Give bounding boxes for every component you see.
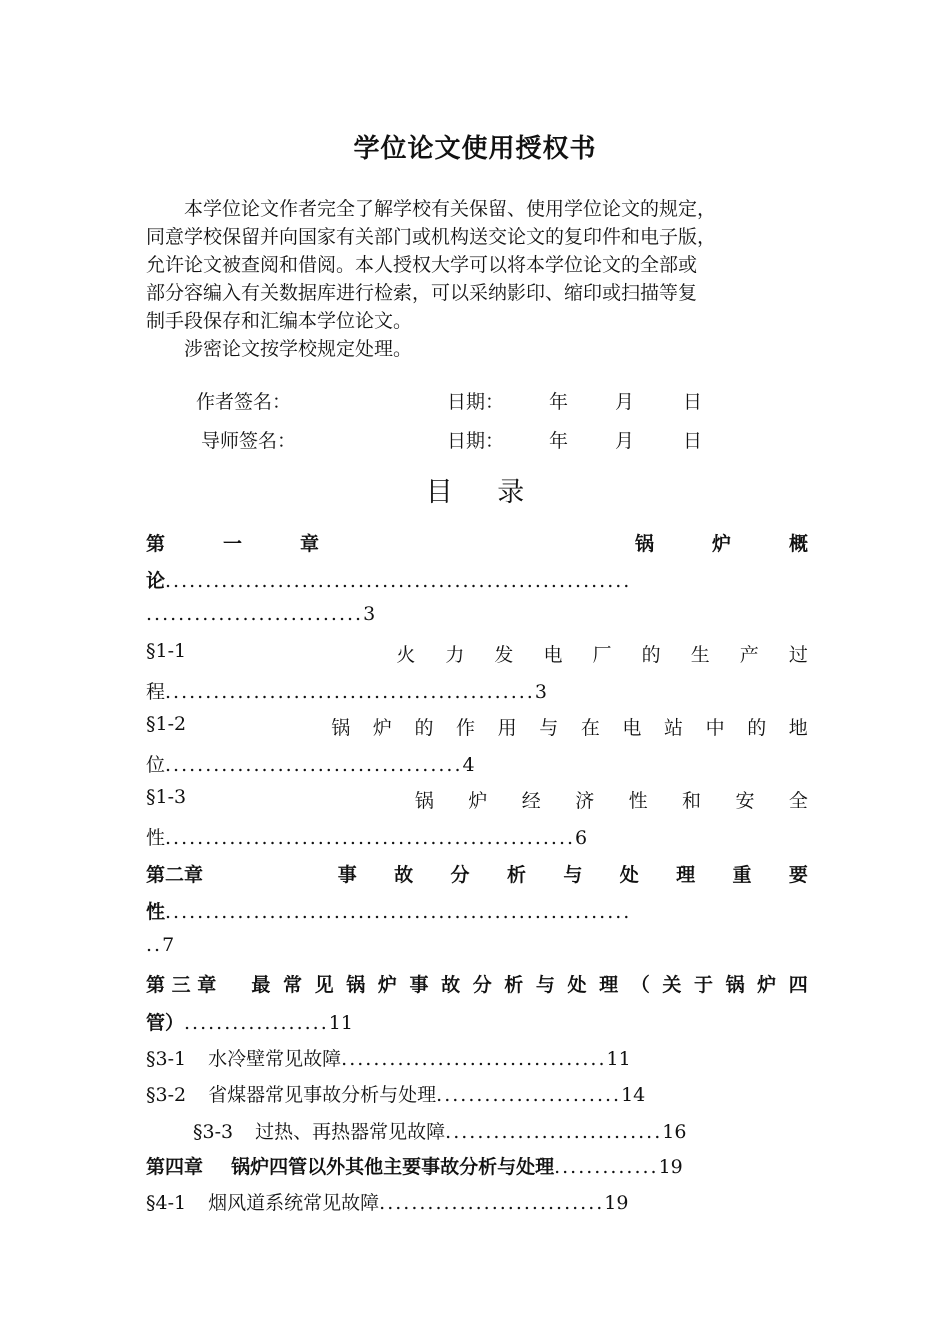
toc-text: 省煤器常见事故分析与处理 [208, 1084, 437, 1106]
toc-text: 的 [414, 717, 434, 739]
toc-dots: ........................... [146, 603, 364, 625]
toc-text: 炉 [757, 974, 777, 996]
toc-text: 火 [396, 644, 416, 666]
spacer [229, 970, 239, 997]
day-label: 日 [683, 391, 703, 413]
toc-text: 安 [735, 790, 755, 812]
toc-page-number: 7 [162, 934, 175, 956]
toc-text: 管） [146, 1012, 185, 1034]
date-label: 日期： [447, 391, 505, 413]
toc-text: 于 [693, 974, 713, 996]
toc-dots: ..................................... [165, 754, 463, 776]
toc-page-number: 3 [363, 603, 376, 625]
toc-text: 锅 [346, 974, 366, 996]
toc-text: 理 [599, 974, 619, 996]
toc-text: 和 [682, 790, 702, 812]
toc-text: 性 [146, 827, 166, 849]
toc-text: 锅 [634, 533, 654, 555]
toc-text: 位 [146, 754, 166, 776]
toc-text: 的 [641, 644, 661, 666]
toc-text: 济 [575, 790, 595, 812]
advisor-signature-label: 导师签名： [201, 430, 297, 452]
toc-section-number: §3-1 [146, 1048, 187, 1070]
toc-text: 论 [146, 570, 166, 592]
confidential-paragraph: 涉密论文按学校规定处理。 [184, 338, 413, 360]
toc-dots: .. [146, 934, 163, 956]
date-label: 日期： [447, 430, 505, 452]
paragraph-line: 制手段保存和汇编本学位论文。 [146, 310, 413, 332]
toc-section-3-2-line [146, 1080, 645, 1107]
author-signature-label: 作者签名： [196, 391, 292, 413]
paragraph-line: 允许论文被查阅和借阅。本人授权大学可以将本学位论文的全部或 [146, 254, 698, 276]
toc-section-number: §1-1 [146, 640, 187, 662]
toc-page-number: 3 [534, 681, 547, 703]
toc-section-number: §3-2 [146, 1084, 187, 1106]
toc-text: 炉 [377, 974, 397, 996]
toc-text: 锅 [725, 974, 745, 996]
toc-text: 力 [445, 644, 465, 666]
toc-page-number: 4 [462, 754, 475, 776]
toc-dots: .......................................................... [165, 570, 632, 592]
toc-text: 生 [690, 644, 710, 666]
document-title: 学位论文使用授权书 [353, 134, 597, 164]
toc-section-number: §3-3 [193, 1121, 234, 1143]
toc-text: 重 [732, 864, 752, 886]
year-label: 年 [549, 430, 569, 452]
toc-text: 理 [676, 864, 696, 886]
toc-section-number: §4-1 [146, 1192, 187, 1214]
paragraph-line: 部分容编入有关数据库进行检索，可以采纳影印、缩印或扫描等复 [146, 282, 698, 304]
toc-text: 发 [494, 644, 514, 666]
toc-text: 炉 [711, 533, 731, 555]
toc-section-1-3-line [146, 786, 808, 813]
toc-text: 烟风道系统常见故障 [208, 1192, 380, 1214]
toc-chapter-3-cont [146, 1008, 353, 1035]
toc-dots: ........................... [445, 1121, 663, 1143]
toc-dots: .................. [184, 1012, 329, 1034]
toc-page-number: 19 [658, 1156, 683, 1178]
toc-section-number: §1-2 [146, 713, 187, 735]
toc-text: 处 [619, 864, 639, 886]
toc-text: 电 [622, 717, 642, 739]
day-label: 日 [683, 430, 703, 452]
toc-chapter-2-page-line [146, 934, 174, 956]
toc-text: 见 [314, 974, 334, 996]
toc-chapter-1-cont [146, 566, 631, 593]
toc-dots: .............................................. [165, 681, 535, 703]
toc-text: 第 [146, 533, 166, 555]
toc-dots: .......................................................... [165, 901, 632, 923]
toc-text: 电 [543, 644, 563, 666]
toc-chapter-label: 第 三 章 [146, 974, 217, 996]
year-label: 年 [549, 391, 569, 413]
toc-chapter-1-line [146, 529, 808, 556]
toc-text: 产 [739, 644, 759, 666]
toc-text: 四 [788, 974, 808, 996]
toc-text: 炉 [372, 717, 392, 739]
spacer [221, 786, 381, 813]
toc-text: 锅 [414, 790, 434, 812]
toc-text: 与 [535, 974, 555, 996]
toc-text: 关 [662, 974, 682, 996]
toc-text: 经 [521, 790, 541, 812]
toc-text: 作 [456, 717, 476, 739]
toc-text: 性 [146, 901, 166, 923]
toc-text: 分 [472, 974, 492, 996]
month-label: 月 [615, 430, 635, 452]
toc-dots: ................................. [341, 1048, 607, 1070]
toc-chapter-1-page-line [146, 603, 375, 625]
toc-section-number: §1-3 [146, 786, 187, 808]
toc-text: 与 [539, 717, 559, 739]
toc-text: 最 [251, 974, 271, 996]
spacer [216, 640, 366, 667]
toc-chapter-label: 第四章 [146, 1156, 204, 1178]
toc-section-1-3-cont [146, 823, 587, 850]
toc-page-number: 11 [606, 1048, 631, 1070]
spacer [209, 713, 309, 740]
toc-chapter-2-line [146, 860, 808, 887]
toc-text: 厂 [592, 644, 612, 666]
toc-text: 处 [567, 974, 587, 996]
toc-text: 性 [628, 790, 648, 812]
toc-text: 要 [788, 864, 808, 886]
toc-text: 站 [664, 717, 684, 739]
toc-text: 炉 [468, 790, 488, 812]
toc-text: （ [630, 974, 650, 996]
authorization-paragraph [146, 195, 808, 363]
toc-text: 水冷壁常见故障 [208, 1048, 342, 1070]
toc-chapter-2-cont [146, 897, 631, 924]
toc-chapter-4-line [146, 1152, 683, 1179]
toc-dots: ................................................... [165, 827, 576, 849]
toc-dots: ............. [554, 1156, 659, 1178]
toc-text: 地 [788, 717, 808, 739]
toc-section-3-1-line [146, 1044, 631, 1071]
toc-text: 概 [788, 533, 808, 555]
toc-text: 的 [747, 717, 767, 739]
toc-text: 锅炉四管以外其他主要事故分析与处理 [231, 1156, 555, 1178]
toc-text: 章 [300, 533, 320, 555]
toc-section-1-1-cont [146, 677, 547, 704]
toc-dots: ....................... [436, 1084, 622, 1106]
toc-section-1-2-line [146, 713, 808, 740]
toc-text: 事 [337, 864, 357, 886]
toc-text: 与 [563, 864, 583, 886]
toc-text: 程 [146, 681, 166, 703]
toc-section-1-1-line [146, 640, 808, 667]
toc-heading: 目 录 [425, 477, 543, 508]
toc-chapter-3-line [146, 970, 808, 997]
toc-page-number: 14 [621, 1084, 646, 1106]
spacer [240, 860, 300, 887]
paragraph-line: 同意学校保留并向国家有关部门或机构送交论文的复印件和电子版， [146, 226, 717, 248]
toc-page-number: 19 [604, 1192, 629, 1214]
toc-text: 过热、再热器常见故障 [255, 1121, 446, 1143]
toc-chapter-label: 第二章 [146, 864, 204, 886]
toc-dots: ............................ [379, 1192, 605, 1214]
toc-text: 分 [450, 864, 470, 886]
toc-page-number: 6 [575, 827, 588, 849]
toc-text: 析 [506, 864, 526, 886]
toc-text: 中 [705, 717, 725, 739]
toc-text: 故 [441, 974, 461, 996]
toc-text: 析 [504, 974, 524, 996]
toc-text: 事 [409, 974, 429, 996]
toc-page-number: 16 [662, 1121, 687, 1143]
spacer [377, 529, 577, 556]
paragraph-line: 本学位论文作者完全了解学校有关保留、使用学位论文的规定， [184, 198, 717, 220]
toc-section-4-1-line [146, 1188, 628, 1215]
toc-text: 全 [788, 790, 808, 812]
toc-text: 常 [283, 974, 303, 996]
toc-text: 用 [497, 717, 517, 739]
toc-text: 过 [788, 644, 808, 666]
month-label: 月 [615, 391, 635, 413]
toc-section-3-3-line [193, 1117, 686, 1144]
toc-text: 一 [223, 533, 243, 555]
toc-page-number: 11 [328, 1012, 353, 1034]
toc-text: 锅 [331, 717, 351, 739]
toc-text: 在 [580, 717, 600, 739]
toc-text: 故 [394, 864, 414, 886]
toc-section-1-2-cont [146, 750, 475, 777]
